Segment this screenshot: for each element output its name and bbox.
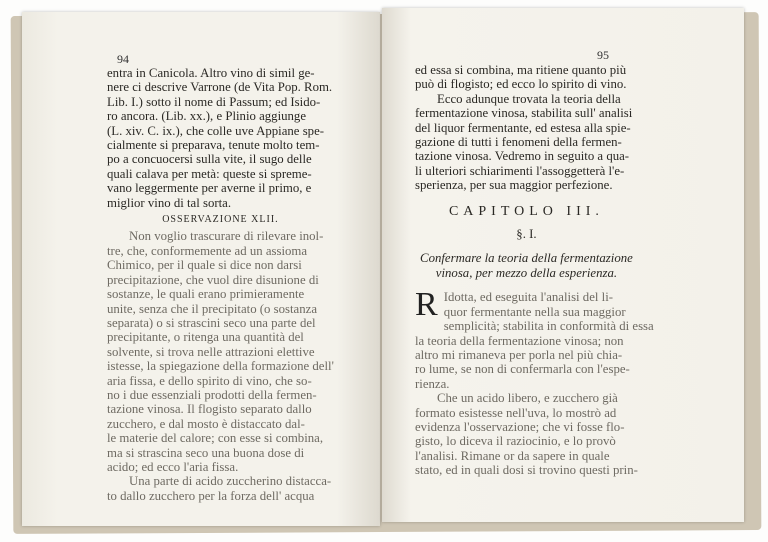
text-line: Non voglio trascurare di rilevare inol- xyxy=(129,229,324,244)
section-heading: OSSERVAZIONE XLII. xyxy=(162,214,279,226)
text-line: tre, che, conformemente ad un assioma xyxy=(107,243,308,258)
text-line: aria fissa, e dello spirito di vino, che so- xyxy=(107,373,312,388)
text-line: ro ancora. (Lib. xx.), e Plinio aggiunge xyxy=(107,109,307,124)
paragraph xyxy=(107,474,334,503)
text-line: l'analisi. Rimane or da sapere in quale xyxy=(415,448,610,463)
text-line: ed essa si combina, ma ritiene quanto più xyxy=(415,63,627,77)
text-line: sperienza, per sua maggior perfezione. xyxy=(415,178,613,193)
text-line: Confermare la teoria della fermentazione xyxy=(420,251,633,266)
text-line: (L. xiv. C. ix.), che colle uve Appiane spe- xyxy=(107,123,325,138)
text-line: ma si strascina seco una buona dose di xyxy=(107,445,305,460)
paragraph xyxy=(415,391,638,477)
paragraph xyxy=(415,92,638,193)
text-line: separata) o si strascini seco una parte del xyxy=(107,315,316,330)
chapter-heading: CAPITOLO III. xyxy=(448,203,604,219)
text-line: fermentazione vinosa, stabilita sull' analisi xyxy=(415,106,633,121)
text-line: no i due essenziali prodotti della fermen- xyxy=(107,387,317,402)
text-line: ro lume, se non di confermarla con l'espe- xyxy=(415,362,630,377)
left-page-text xyxy=(107,66,334,503)
text-line: Lib. I.) sotto il nome di Passum; ed Isido- xyxy=(107,94,321,109)
text-line: gazione di tutti i fenomeni della fermen- xyxy=(415,135,622,150)
left-page xyxy=(22,12,380,526)
text-line: Idotta, ed eseguita l'analisi del li- xyxy=(443,290,614,305)
text-line: gisto, lo diceva il raziocinio, e lo provò xyxy=(415,434,616,449)
text-line: unite, senza che il precipitato (o sostanza xyxy=(107,301,317,316)
text-line: po a concuocersi sulla vite, il sugo delle xyxy=(107,152,312,167)
text-line: Chimico, per il quale si dice non darsi xyxy=(107,258,302,273)
paragraph xyxy=(415,63,638,92)
text-line: solvente, si trova nelle attrazioni elettive xyxy=(107,344,315,359)
text-line: quor fermentante nella sua maggior xyxy=(443,304,626,319)
text-line: può di flogisto; ed ecco lo spirito di vino. xyxy=(415,77,627,92)
text-line: sostanze, le quali erano primieramente xyxy=(107,287,305,302)
text-line: tazione vinosa. Il flogisto separato dallo xyxy=(107,402,312,417)
text-line: vinosa, per mezzo della esperienza. xyxy=(435,265,618,280)
text-line: rienza. xyxy=(415,376,450,391)
page-number: 95 xyxy=(597,48,609,62)
text-line: tazione vinosa. Vedremo in seguito a qua- xyxy=(415,149,630,164)
text-line: evidenza l'osservazione; che vi fosse flo- xyxy=(415,419,625,434)
text-line: altro mi rimaneva per porla nel più chia- xyxy=(415,347,623,362)
text-line: quali calava per metà: queste si spreme- xyxy=(107,166,312,181)
text-line: formato esistesse nell'uva, lo mostrò ad xyxy=(415,405,617,420)
text-line: acido; ed ecco l'aria fissa. xyxy=(107,459,239,474)
text-line: Ecco adunque trovata la teoria della xyxy=(437,91,621,106)
page-number: 94 xyxy=(117,52,129,66)
paragraph xyxy=(107,66,334,210)
drop-cap: R xyxy=(415,286,438,324)
text-line: Una parte di acido zuccherino distacca- xyxy=(129,474,332,489)
section-mark: §. I. xyxy=(516,227,537,242)
text-line: li ulteriori schiarimenti l'assoggetterà l'e- xyxy=(415,163,625,178)
text-line: precipitazione, che vuol dire disunione di xyxy=(107,272,319,287)
text-line: istesse, la spiegazione della formazione dell' xyxy=(107,359,334,374)
text-line: entra in Canicola. Altro vino di simil ge- xyxy=(107,66,315,80)
text-line: nere ci descrive Varrone (de Vita Pop. Rom. xyxy=(107,80,333,95)
text-line: del liquor fermentante, ed estesa alla spie- xyxy=(415,120,631,135)
right-page-text xyxy=(415,63,654,478)
text-line: zucchero, e dal mosto è distaccato dal- xyxy=(107,416,305,431)
text-line: to dallo zucchero per la forza dell' acqua xyxy=(107,488,315,503)
text-line: vano leggermente per averne il primo, e xyxy=(107,181,312,196)
text-line: la teoria della fermentazione vinosa; non xyxy=(415,333,624,348)
text-line: cialmente si preparava, tenute molto tem- xyxy=(107,138,320,153)
text-line: precipitante, o ritenga una quantità del xyxy=(107,330,304,345)
right-page xyxy=(382,8,744,522)
text-line: le materie del calore; con esse si combina, xyxy=(107,431,324,446)
section-subtitle xyxy=(415,251,638,280)
paragraph xyxy=(107,229,334,474)
text-line: miglior vino di tal sorta. xyxy=(107,195,232,210)
text-line: semplicità; stabilita in conformità di essa xyxy=(443,319,654,334)
text-line: Che un acido libero, e zucchero già xyxy=(437,391,618,406)
paragraph xyxy=(415,286,654,391)
paragraph-lines xyxy=(415,286,654,391)
text-line: stato, ed in quali dosi si trovino questi prin- xyxy=(415,463,638,478)
